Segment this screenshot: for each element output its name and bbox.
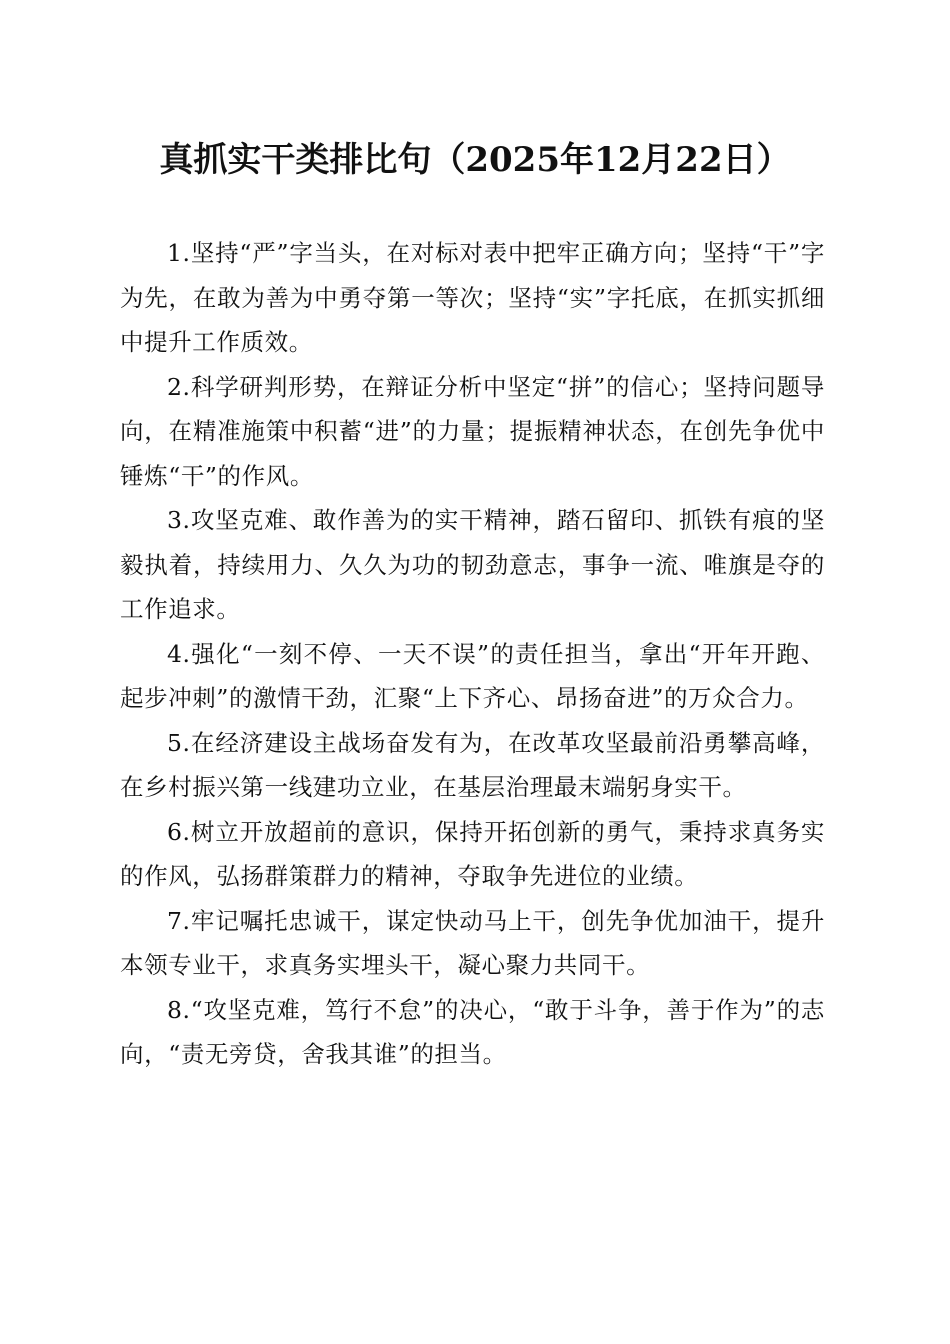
paragraph-2: 2.科学研判形势，在辩证分析中坚定“拼”的信心；坚持问题导向，在精准施策中积蓄“进”的力量；提振精神状态，在创先争优中锤炼“干”的作风。 [120,372,825,490]
paragraph-6: 6.树立开放超前的意识，保持开拓创新的勇气，秉持求真务实的作风，弘扬群策群力的精神，夺取争先进位的业绩。 [120,817,825,890]
paragraph-5: 5.在经济建设主战场奋发有为，在改革攻坚最前沿勇攀高峰，在乡村振兴第一线建功立业，在基层治理最末端躬身实干。 [120,728,825,801]
paragraph-1: 1.坚持“严”字当头，在对标对表中把牢正确方向；坚持“干”字为先，在敢为善为中勇夺第一等次；坚持“实”字托底，在抓实抓细中提升工作质效。 [120,239,825,356]
paragraph-7: 7.牢记嘱托忠诚干，谋定快动马上干，创先争优加油干，提升本领专业干，求真务实埋头干，凝心聚力共同干。 [120,906,825,979]
document-title: 真抓实干类排比句（2025年12月22日） [159,140,791,180]
paragraph-4: 4.强化“一刻不停、一天不误”的责任担当，拿出“开年开跑、起步冲刺”的激情干劲，汇聚“上下齐心、昂扬奋进”的万众合力。 [120,639,825,712]
document-body [120,231,825,1077]
paragraph-3: 3.攻坚克难、敢作善为的实干精神，踏石留印、抓铁有痕的坚毅执着，持续用力、久久为功的韧劲意志，事争一流、唯旗是夺的工作追求。 [120,506,825,623]
paragraph-8: 8.“攻坚克难，笃行不怠”的决心，“敢于斗争，善于作为”的志向，“责无旁贷，舍我其谁”的担当。 [120,995,825,1068]
